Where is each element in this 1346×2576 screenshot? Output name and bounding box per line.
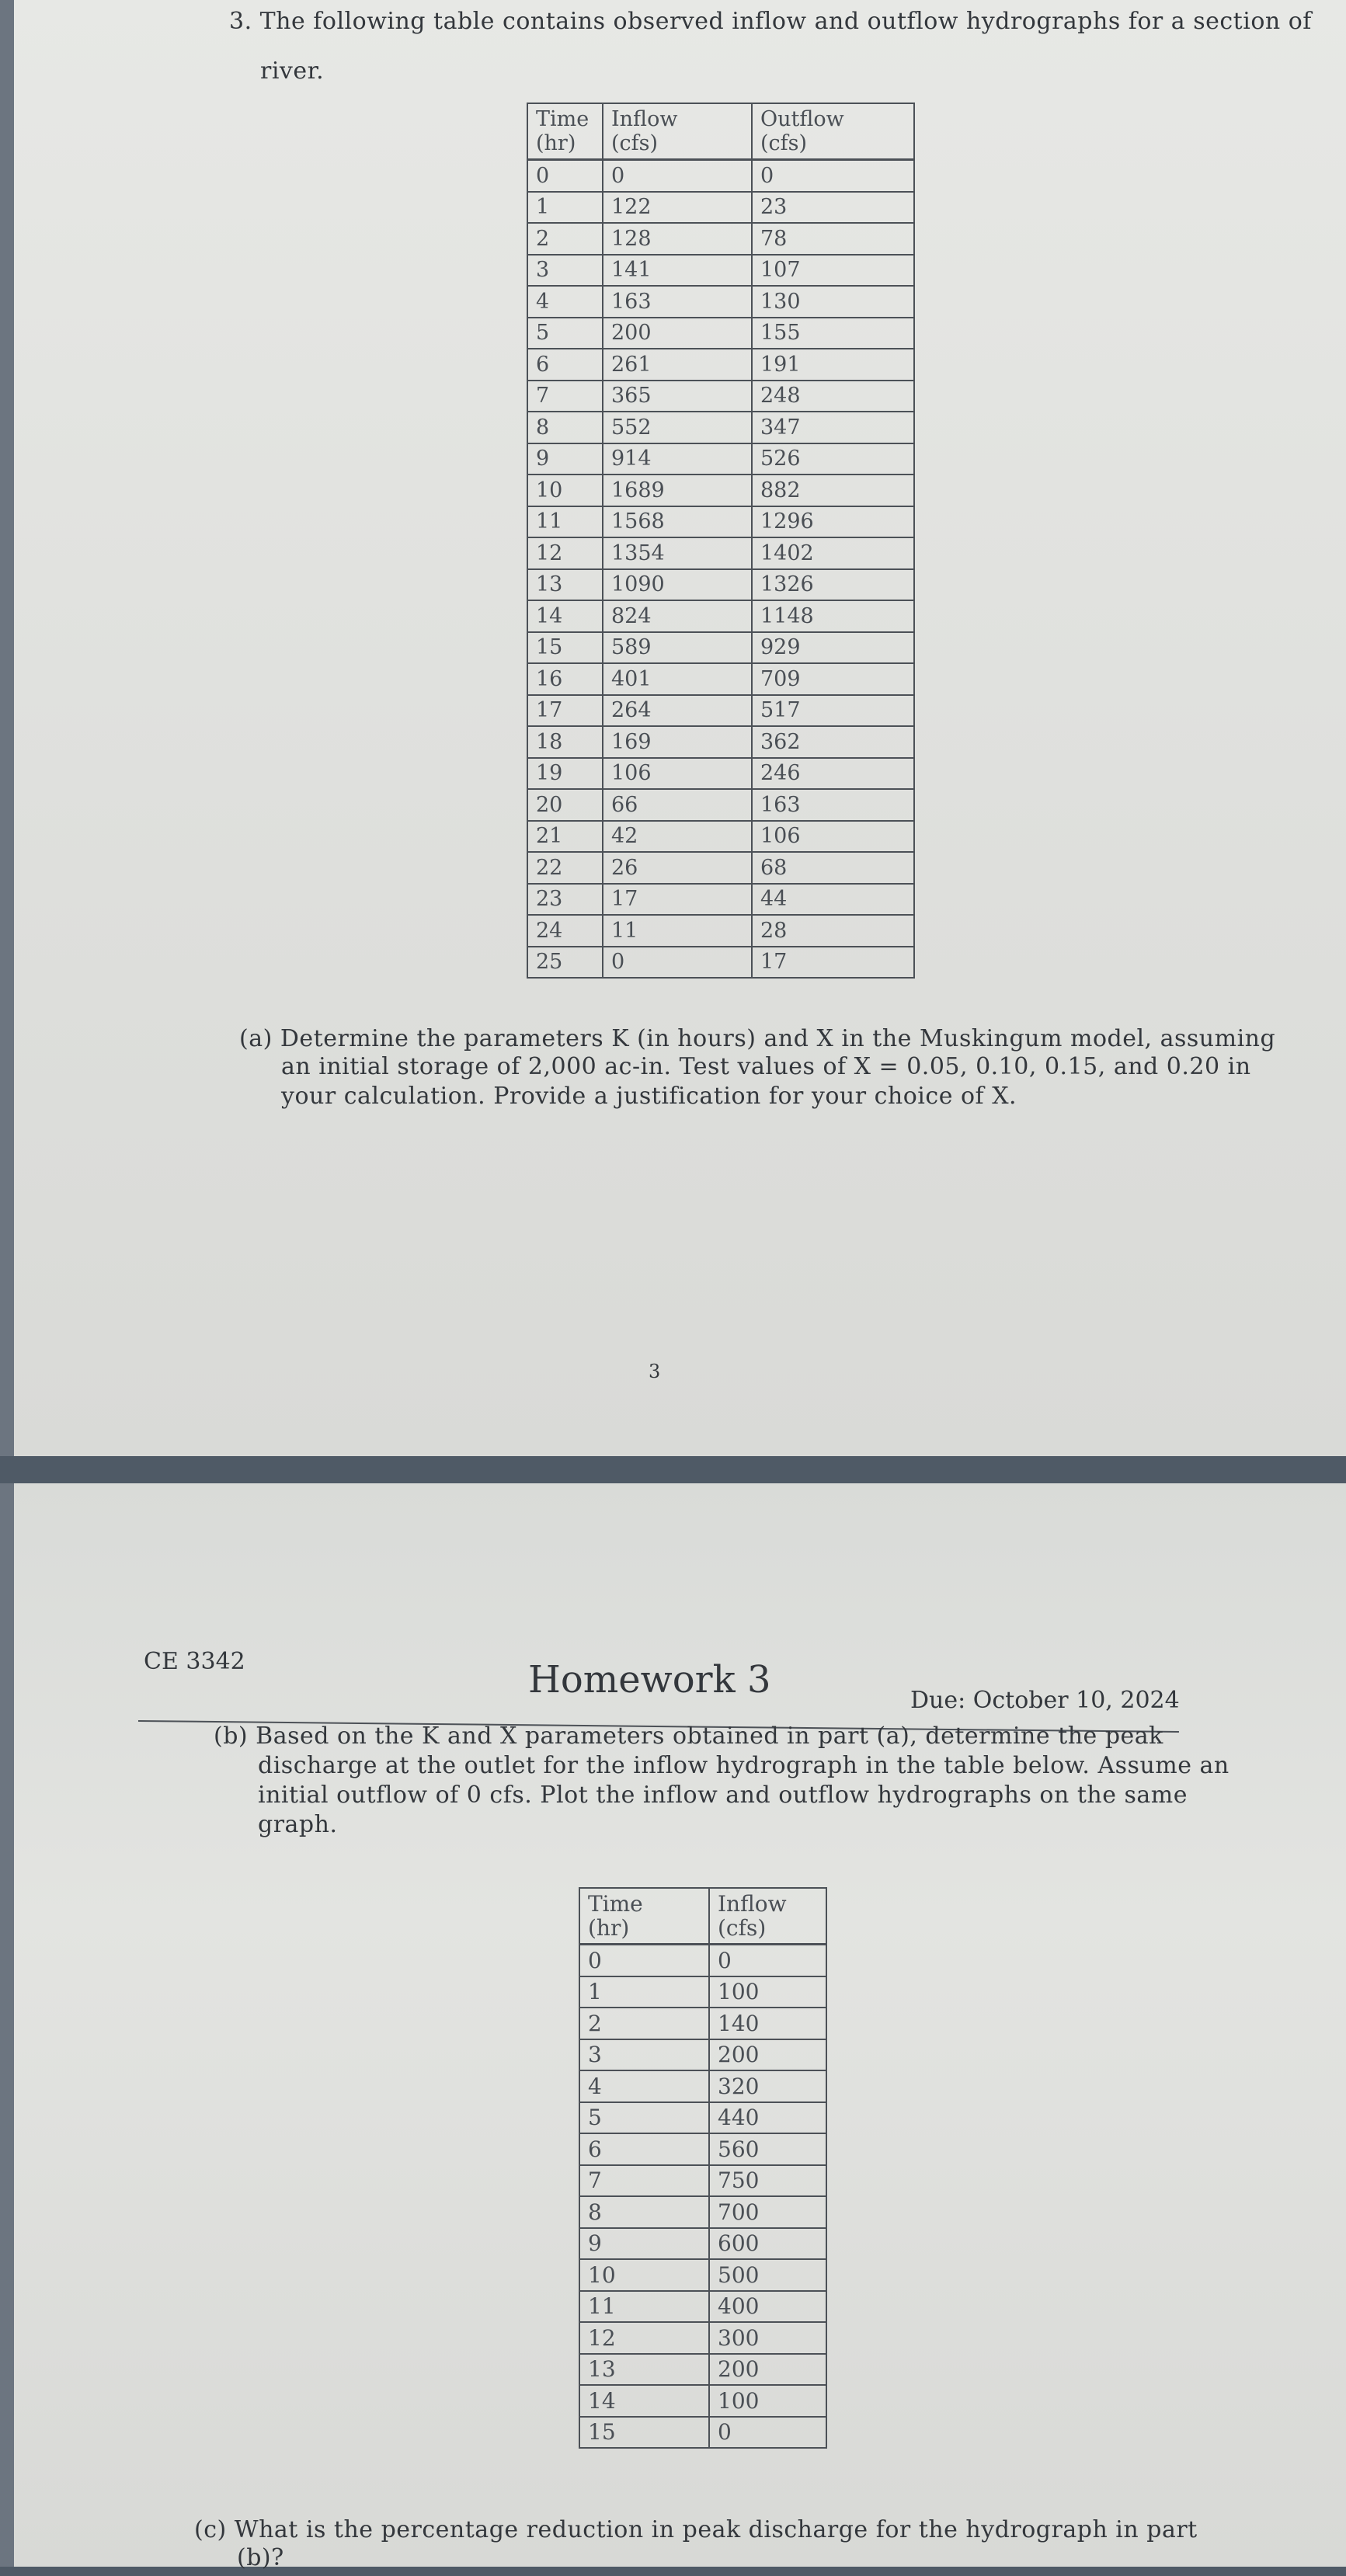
problem-3-statement-line2: river.: [260, 57, 325, 85]
table-cell: 1090: [603, 569, 752, 601]
table-cell: 18: [527, 726, 603, 758]
header-time: Time (hr): [527, 103, 603, 160]
table-cell: 191: [752, 349, 914, 381]
observed-hydrograph-rows: [527, 160, 914, 979]
table-cell: 401: [603, 663, 752, 695]
table-cell: 21: [527, 821, 603, 853]
table-cell: 526: [752, 443, 914, 475]
table-cell: 200: [709, 2354, 826, 2386]
table-cell: 347: [752, 412, 914, 443]
table-cell: 1689: [603, 475, 752, 506]
table-cell: 42: [603, 821, 752, 853]
table-row: [527, 821, 914, 853]
problem-3-statement-line1: 3. The following table contains observed inflow and outflow hydrographs for a section of: [229, 8, 1312, 35]
header-inflow: Inflow (cfs): [603, 103, 752, 160]
table-cell: 28: [752, 915, 914, 947]
table-cell: 882: [752, 475, 914, 506]
table-cell: 17: [752, 947, 914, 979]
table-row: [527, 475, 914, 506]
table-cell: 3: [579, 2039, 709, 2071]
observed-hydrograph-table: [527, 103, 915, 979]
table-row: [527, 695, 914, 727]
table-cell: 7: [579, 2165, 709, 2197]
table-cell: 709: [752, 663, 914, 695]
table-cell: 17: [527, 695, 603, 727]
table-cell: 100: [709, 1976, 826, 2008]
table-cell: 914: [603, 443, 752, 475]
table-row: [527, 884, 914, 916]
table-cell: 14: [579, 2385, 709, 2417]
table-cell: 1354: [603, 537, 752, 569]
table-cell: 13: [527, 569, 603, 601]
part-b-line1: (b) Based on the K and X parameters obtained in part (a), determine the peak: [214, 1723, 1163, 1750]
header-time: Time (hr): [579, 1888, 709, 1945]
table-cell: 1326: [752, 569, 914, 601]
table-cell: 362: [752, 726, 914, 758]
table-cell: 500: [709, 2259, 826, 2291]
table-cell: 23: [752, 192, 914, 224]
part-b-line4: graph.: [258, 1811, 338, 1838]
table-cell: 12: [579, 2322, 709, 2354]
table-row: [527, 632, 914, 664]
table-cell: 10: [527, 475, 603, 506]
table-cell: 16: [527, 663, 603, 695]
table-row: [579, 2070, 826, 2102]
table-cell: 600: [709, 2228, 826, 2260]
table-cell: 22: [527, 852, 603, 884]
table-cell: 517: [752, 695, 914, 727]
table-cell: 169: [603, 726, 752, 758]
homework-title: Homework 3: [528, 1658, 771, 1702]
table-cell: 0: [603, 160, 752, 192]
table-row: [579, 2228, 826, 2260]
table-header-row: [579, 1888, 826, 1945]
table-row: [579, 2291, 826, 2323]
table-cell: 24: [527, 915, 603, 947]
table-cell: 130: [752, 286, 914, 318]
table-row: [527, 758, 914, 790]
table-row: [527, 255, 914, 287]
table-cell: 4: [579, 2070, 709, 2102]
table-row: [527, 569, 914, 601]
table-cell: 440: [709, 2102, 826, 2134]
table-row: [579, 2196, 826, 2228]
table-cell: 20: [527, 789, 603, 821]
table-row: [579, 1976, 826, 2008]
table-cell: 9: [579, 2228, 709, 2260]
table-cell: 8: [527, 412, 603, 443]
inflow-hydrograph-table: [579, 1887, 827, 2449]
table-cell: 200: [709, 2039, 826, 2071]
table-cell: 1568: [603, 506, 752, 538]
table-row: [527, 726, 914, 758]
table-cell: 140: [709, 2008, 826, 2039]
table-cell: 11: [579, 2291, 709, 2323]
table-row: [579, 1945, 826, 1976]
table-row: [579, 2165, 826, 2197]
table-cell: 248: [752, 381, 914, 412]
table-cell: 141: [603, 255, 752, 287]
table-cell: 246: [752, 758, 914, 790]
table-cell: 107: [752, 255, 914, 287]
table-cell: 155: [752, 318, 914, 349]
table-row: [527, 506, 914, 538]
table-row: [527, 537, 914, 569]
table-cell: 44: [752, 884, 914, 916]
table-row: [579, 2322, 826, 2354]
table-row: [579, 2102, 826, 2134]
table-cell: 929: [752, 632, 914, 664]
table-row: [527, 318, 914, 349]
table-cell: 1148: [752, 600, 914, 632]
table-cell: 6: [527, 349, 603, 381]
part-c-line1: (c) What is the percentage reduction in peak discharge for the hydrograph in part: [194, 2516, 1198, 2543]
table-cell: 2: [579, 2008, 709, 2039]
table-cell: 589: [603, 632, 752, 664]
part-a-line1: (a) Determine the parameters K (in hours) and X in the Muskingum model, assuming: [239, 1025, 1276, 1052]
table-cell: 7: [527, 381, 603, 412]
table-cell: 6: [579, 2133, 709, 2165]
table-cell: 5: [579, 2102, 709, 2134]
table-cell: 128: [603, 223, 752, 255]
table-header-row: [527, 103, 914, 160]
table-cell: 12: [527, 537, 603, 569]
table-cell: 261: [603, 349, 752, 381]
table-cell: 11: [527, 506, 603, 538]
table-cell: 552: [603, 412, 752, 443]
table-cell: 3: [527, 255, 603, 287]
table-cell: 106: [603, 758, 752, 790]
table-cell: 264: [603, 695, 752, 727]
table-cell: 78: [752, 223, 914, 255]
table-row: [527, 381, 914, 412]
page-edge-shadow: [0, 1483, 14, 2567]
table-row: [527, 443, 914, 475]
part-b-line2: discharge at the outlet for the inflow hydrograph in the table below. Assume an: [258, 1752, 1229, 1779]
part-a-line3: your calculation. Provide a justification for your choice of X.: [281, 1083, 1017, 1110]
table-row: [527, 600, 914, 632]
table-cell: 5: [527, 318, 603, 349]
table-cell: 200: [603, 318, 752, 349]
table-row: [579, 2385, 826, 2417]
table-cell: 17: [603, 884, 752, 916]
table-cell: 26: [603, 852, 752, 884]
table-row: [527, 223, 914, 255]
table-cell: 0: [603, 947, 752, 979]
table-cell: 300: [709, 2322, 826, 2354]
table-cell: 68: [752, 852, 914, 884]
table-row: [527, 915, 914, 947]
table-row: [527, 412, 914, 443]
table-cell: 560: [709, 2133, 826, 2165]
table-row: [579, 2133, 826, 2165]
table-cell: 13: [579, 2354, 709, 2386]
table-cell: 365: [603, 381, 752, 412]
table-row: [527, 160, 914, 192]
table-cell: 100: [709, 2385, 826, 2417]
table-cell: 4: [527, 286, 603, 318]
table-cell: 0: [709, 1945, 826, 1976]
table-cell: 19: [527, 758, 603, 790]
table-cell: 0: [527, 160, 603, 192]
table-cell: 9: [527, 443, 603, 475]
table-row: [527, 286, 914, 318]
table-cell: 0: [752, 160, 914, 192]
table-row: [527, 663, 914, 695]
table-row: [579, 2039, 826, 2071]
header-inflow: Inflow (cfs): [709, 1888, 826, 1945]
table-row: [579, 2417, 826, 2449]
table-cell: 824: [603, 600, 752, 632]
table-cell: 400: [709, 2291, 826, 2323]
table-cell: 8: [579, 2196, 709, 2228]
part-c-line2: (b)?: [237, 2544, 284, 2571]
table-row: [527, 789, 914, 821]
table-row: [579, 2354, 826, 2386]
table-cell: 0: [709, 2417, 826, 2449]
table-cell: 1: [579, 1976, 709, 2008]
inflow-hydrograph-rows: [579, 1945, 826, 2449]
table-cell: 0: [579, 1945, 709, 1976]
table-cell: 700: [709, 2196, 826, 2228]
course-code: CE 3342: [144, 1648, 245, 1675]
table-cell: 66: [603, 789, 752, 821]
table-cell: 14: [527, 600, 603, 632]
table-row: [527, 947, 914, 979]
table-cell: 106: [752, 821, 914, 853]
table-cell: 122: [603, 192, 752, 224]
table-cell: 163: [603, 286, 752, 318]
table-row: [579, 2259, 826, 2291]
table-cell: 320: [709, 2070, 826, 2102]
table-cell: 2: [527, 223, 603, 255]
part-b-line3: initial outflow of 0 cfs. Plot the inflow and outflow hydrographs on the same: [258, 1782, 1188, 1809]
table-cell: 11: [603, 915, 752, 947]
header-outflow: Outflow (cfs): [752, 103, 914, 160]
part-a-line2: an initial storage of 2,000 ac-in. Test values of X = 0.05, 0.10, 0.15, and 0.20 in: [281, 1053, 1251, 1080]
table-cell: 1296: [752, 506, 914, 538]
table-cell: 15: [579, 2417, 709, 2449]
table-cell: 163: [752, 789, 914, 821]
table-row: [527, 349, 914, 381]
table-row: [579, 2008, 826, 2039]
table-row: [527, 852, 914, 884]
page-number: 3: [649, 1361, 661, 1382]
table-cell: 10: [579, 2259, 709, 2291]
page-edge-shadow: [0, 0, 14, 1456]
table-cell: 1: [527, 192, 603, 224]
due-date: Due: October 10, 2024: [910, 1687, 1180, 1714]
table-cell: 15: [527, 632, 603, 664]
table-cell: 1402: [752, 537, 914, 569]
table-cell: 23: [527, 884, 603, 916]
table-row: [527, 192, 914, 224]
table-cell: 750: [709, 2165, 826, 2197]
table-cell: 25: [527, 947, 603, 979]
